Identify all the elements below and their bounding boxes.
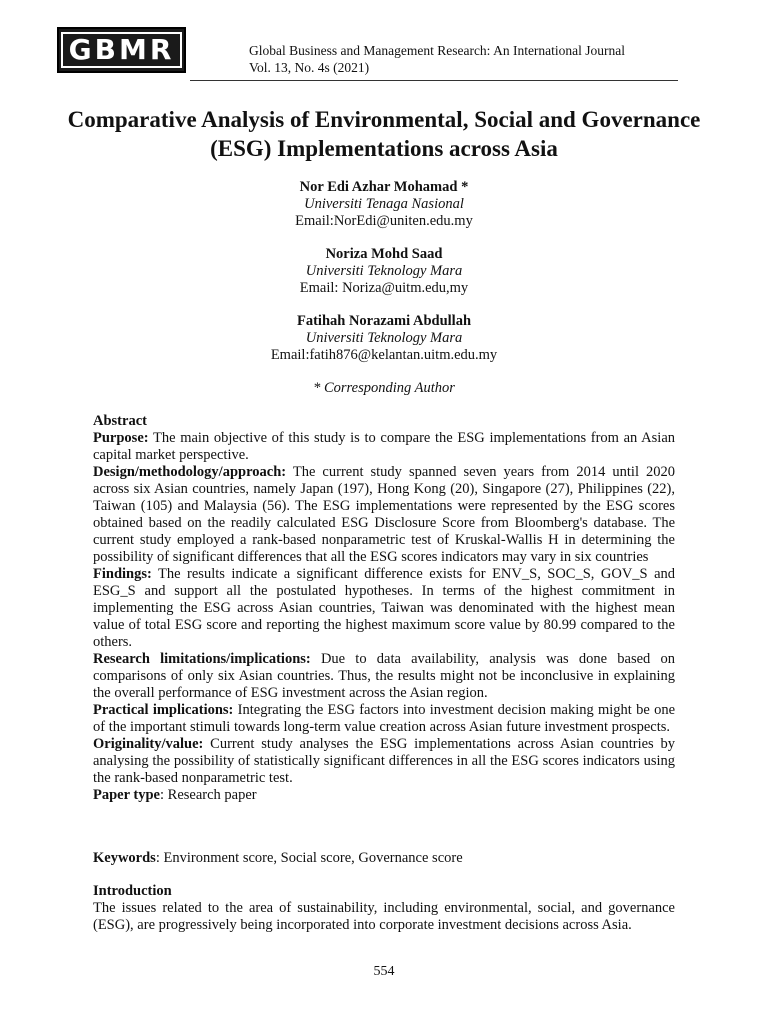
keywords (93, 850, 675, 867)
author-name: Nor Edi Azhar Mohamad * (299, 179, 469, 195)
author-block-2 (0, 246, 768, 297)
keywords-text: : Environment score, Social score, Governance score (155, 850, 463, 866)
introduction-section (93, 883, 675, 934)
author-affiliation: Universiti Teknology Mara (305, 263, 463, 279)
section-text: Integrating the ESG factors into investment decision making might be one of the important stimuli towards long-term value creation across Asian future investment prospects. (93, 702, 675, 735)
abstract-design (93, 464, 675, 566)
section-text: : Research paper (160, 787, 257, 803)
journal-name: Global Business and Management Research: An International Journal (249, 43, 626, 58)
introduction-text: The issues related to the area of sustainability, including environmental, social, and governance (ESG), are progressively being incorporated into corporate investment decisions across Asia. (93, 900, 675, 933)
section-text: The current study spanned seven years from 2014 until 2020 across six Asian countries, namely Japan (197), Hong Kong (20), Singapore (27), Philippines (22), Taiwan (105) and Malaysia (56). The ESG implementations were represented by the ESG scores obtained based on the readily calculated ESG Disclosure Score from Bloomberg's database. The current study employed a rank-based nonparametric test of Kruskal-Wallis H in determining the possibility of significant differences that all the ESG scores indicators may vary in six countries (93, 464, 675, 565)
abstract-heading: Abstract (93, 413, 147, 429)
header-divider (190, 80, 678, 81)
introduction-heading: Introduction (93, 883, 172, 899)
logo-text: GBMR (61, 32, 183, 68)
abstract-findings (93, 566, 675, 651)
section-label: Findings: (93, 566, 152, 582)
author-name: Noriza Mohd Saad (325, 246, 443, 262)
section-label: Research limitations/implications: (93, 651, 311, 667)
section-label: Originality/value: (93, 736, 204, 752)
section-text: Current study analyses the ESG implementations across Asian countries by analysing the possibility of statistically significant differences in all the ESG scores indicators using the rank-based nonparametric test. (93, 736, 675, 786)
section-label: Paper type (93, 787, 160, 803)
abstract-paper-type (93, 787, 675, 804)
author-affiliation: Universiti Tenaga Nasional (304, 196, 464, 212)
section-text: The results indicate a significant difference exists for ENV_S, SOC_S, GOV_S and ESG_S and support all the postulated hypotheses. In terms of the highest commitment in implementing the ESG across Asian countries, Taiwan was denominated with the highest mean value of total ESG score and reporting the highest maximum score value by 80.99 compared to the others. (93, 566, 675, 650)
abstract-purpose (93, 430, 675, 464)
abstract-originality (93, 736, 675, 787)
journal-logo (57, 27, 186, 73)
abstract (93, 413, 675, 804)
journal-volume: Vol. 13, No. 4s (2021) (249, 60, 370, 75)
author-email: Email:NorEdi@uniten.edu.my (295, 213, 473, 229)
author-name: Fatihah Norazami Abdullah (296, 313, 472, 329)
paper-title: Comparative Analysis of Environmental, Social and Governance (ESG) Implementations across Asia (67, 107, 701, 161)
author-block-1 (0, 179, 768, 230)
page-number: 554 (373, 964, 395, 979)
abstract-practical (93, 702, 675, 736)
author-affiliation: Universiti Teknology Mara (305, 330, 463, 346)
section-label: Purpose: (93, 430, 149, 446)
section-label: Design/methodology/approach: (93, 464, 287, 480)
journal-header (249, 42, 625, 76)
author-email: Email:fatih876@kelantan.uitm.edu.my (270, 347, 498, 363)
corresponding-author-note: * Corresponding Author (313, 380, 455, 396)
author-email: Email: Noriza@uitm.edu,my (299, 280, 469, 296)
keywords-label: Keywords (93, 850, 156, 866)
section-text: The main objective of this study is to compare the ESG implementations from an Asian capital market perspective. (93, 430, 675, 463)
author-block-3 (0, 313, 768, 364)
section-label: Practical implications: (93, 702, 234, 718)
abstract-limitations (93, 651, 675, 702)
section-text: Due to data availability, analysis was done based on comparisons of only six Asian countries. Thus, the results might not be inconclusive in explaining the overall performance of ESG investment across the Asian region. (93, 651, 675, 701)
